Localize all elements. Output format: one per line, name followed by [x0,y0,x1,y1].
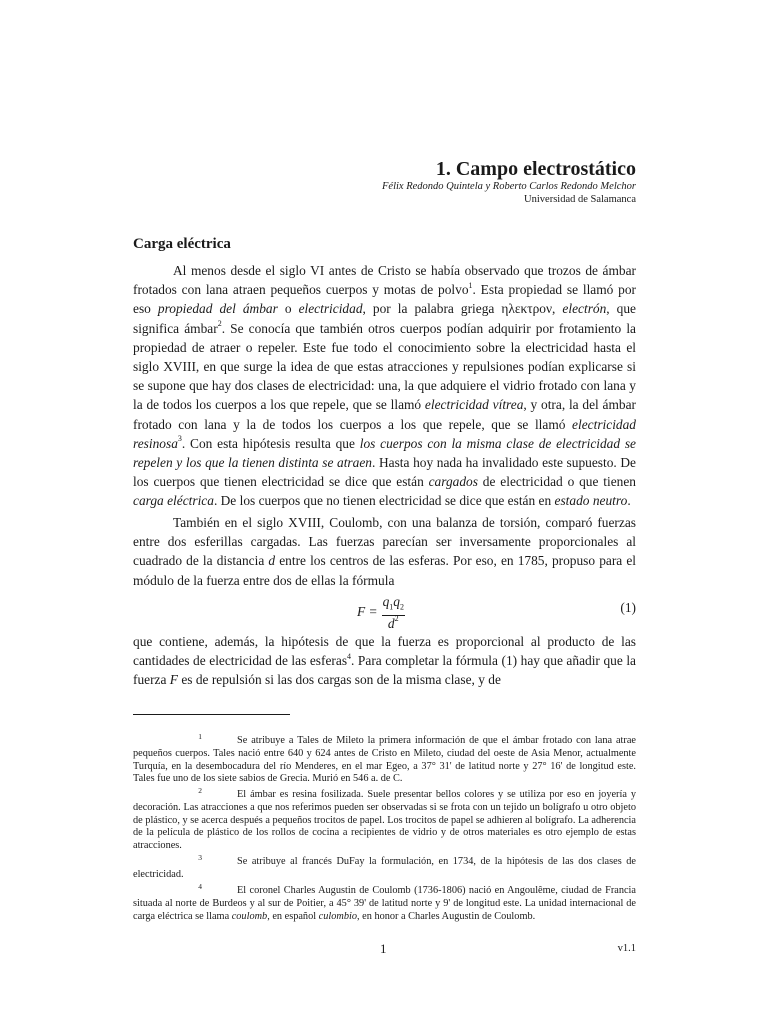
formula-fraction [382,594,405,631]
page-number: 1 [380,941,387,956]
formula-denominator: $d^2$ [387,614,399,631]
version-label: v1.1 [617,943,636,954]
footnote-1: 1 Se atribuye a Tales de Mileto la primera información de que el ámbar frotado con lana atrae pequeños cuerpos. Tales nació entre 640 y 624 antes de Cristo en Mileto, ciudad del oeste de Asia Menor, actualmente Turquía, en la desembocadura del río Menderes, en el mar Egeo, a 37° 31' de latitud norte y 27° 16' de longitud este. Tales fue uno de los siete sabios de Grecia. Murió en 546 a. de C. [133,732,636,785]
body-paragraph-1: Al menos desde el siglo VI antes de Cristo se había observado que trozos de ámbar frotados con lana atraen pequeños cuerpos y motas de polvo$^1$. Esta propiedad se llamó por eso propiedad del ámbar o electricidad, por la palabra griega ηλεκτρον, electrón, que significa ámbar$^2$. Se conocía que también otros cuerpos podían adquirir por frotamiento la propiedad de atraer o repeler. Este fue todo el conocimiento sobre la electricidad hasta el siglo XVIII, en que surge la idea de que estas atracciones y repulsiones podían explicarse si se supone que hay dos clases de electricidad: una, la que adquiere el vidrio frotado con lana y la de todos los cuerpos a los que repele, que se llamó electricidad vítrea, y otra, la del ámbar frotado con lana y la de todos los cuerpos a los que repele, que se llamó electricidad resinosa$^3$. Con esta hipótesis resulta que los cuerpos con la misma clase de electricidad se repelen y los que la tienen distinta se atraen. Hasta hoy nada ha invalidado este supuesto. De los cuerpos que tienen electricidad se dice que están cargados de electricidad o que tienen carga eléctrica. De los cuerpos que no tienen electricidad se dice que están en estado neutro. [133,263,637,509]
footnote-2: 2 El ámbar es resina fosilizada. Suele presentar bellos colores y se utiliza por eso en joyería y decoración. Las atracciones a que nos referimos pueden ser observadas si se frota con un tejido un bolígrafo u otro objeto de plástico, y se acerca después a pequeños trocitos de papel. Los trocitos de papel se adhieren al bolígrafo. La adherencia de la película de plástico de los rollos de cocina a recipientes de vidrio y de otros materiales es otro ejemplo de estas atracciones. [133,786,636,852]
footnote-4: 4 El coronel Charles Augustin de Coulomb (1736-1806) nació en Angoulême, ciudad de Francia situada al norte de Burdeos y al sur de Poitier, a 45° 39' de latitud norte y 9' de longitud este. La unidad internacional de carga eléctrica se llama coulomb, en español culombio, en honor a Charles Augustin de Coulomb. [133,882,636,922]
footnote-3: 3 Se atribuye al francés DuFay la formulación, en 1734, de la hipótesis de las dos clases de electricidad. [133,853,636,880]
footnote-ref-3[interactable]: 3 [177,434,182,444]
affiliation: Universidad de Salamanca [524,194,636,205]
footnote-ref-1[interactable]: 1 [468,280,473,290]
body-paragraph-3: que contiene, además, la hipótesis de que la fuerza es proporcional al producto de las cantidades de electricidad de las esferas$^4$. Para completar la fórmula (1) hay que añadir que la fuerza F es de repulsión si las dos cargas son de la misma clase, y de [133,634,636,688]
footnote-ref-4[interactable]: 4 [347,651,352,661]
coulomb-formula [357,594,405,631]
authors: Félix Redondo Quintela y Roberto Carlos Redondo Melchor [382,181,636,192]
footnote-ref-2[interactable]: 2 [217,319,222,329]
body-paragraph-2: También en el siglo XVIII, Coulomb, con una balanza de torsión, comparó fuerzas entre dos esferillas cargadas. Las fuerzas parecían ser inversamente proporcionales al cuadrado de la distancia d entre los centros de las esferas. Por eso, en 1785, propuso para el módulo de la fuerza entre dos de ellas la fórmula [133,515,637,588]
equation-number: (1) [620,600,636,615]
section-heading: Carga eléctrica [133,236,231,252]
formula-lhs: F = [357,604,378,620]
footnote-divider [133,714,290,715]
formula-numerator: $q_1q_2$ [382,594,405,616]
page-title: 1. Campo electrostático [435,158,636,180]
